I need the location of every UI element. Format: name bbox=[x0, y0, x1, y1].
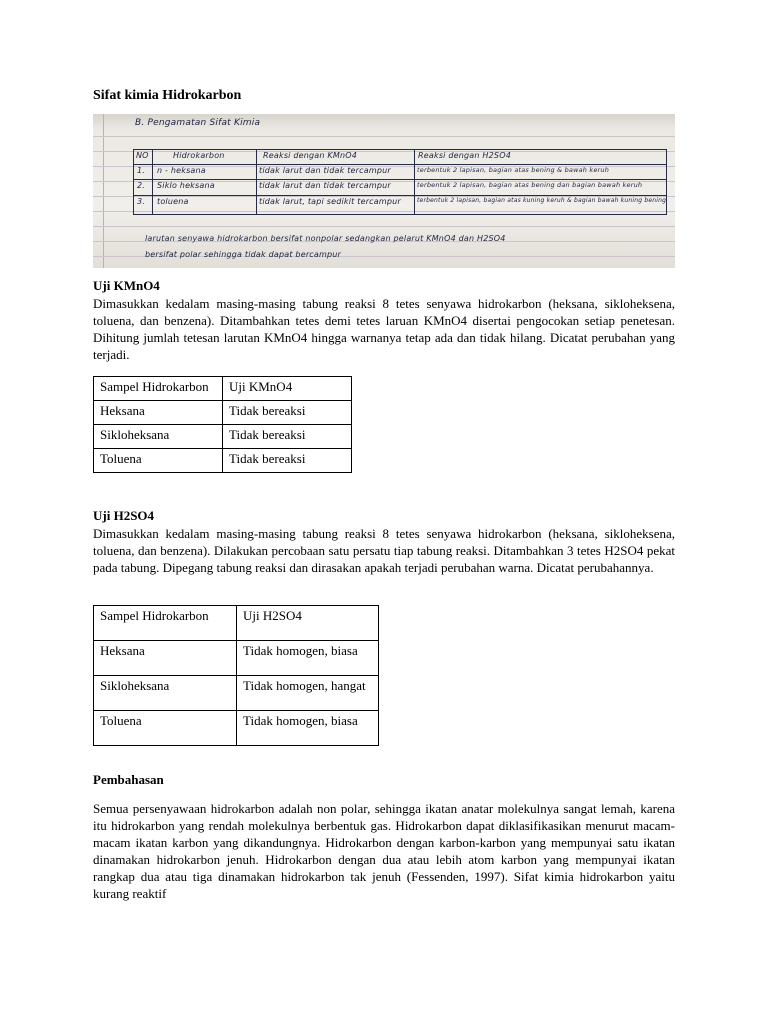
photo-col-hidrokarbon: Hidrokarbon bbox=[173, 151, 225, 160]
table-header-row: Sampel Hidrokarbon Uji KMnO4 bbox=[94, 377, 352, 401]
photo-heading: B. Pengamatan Sifat Kimia bbox=[135, 118, 261, 128]
h2so4-table bbox=[93, 605, 379, 746]
photo-col-kmno4: Reaksi dengan KMnO4 bbox=[263, 151, 358, 160]
photo-col-no: NO bbox=[136, 151, 149, 160]
photo-note-line2: bersifat polar sehingga tidak dapat bercampur bbox=[145, 250, 342, 259]
kmno4-table bbox=[93, 376, 352, 473]
h2so4-heading: Uji H2SO4 bbox=[93, 508, 155, 523]
kmno4-paragraph: Dimasukkan kedalam masing-masing tabung reaksi 8 tetes senyawa hidrokarbon (heksana, sikloheksena, toluena, dan benzena). Ditambahkan tetes demi tetes laruan KMnO4 disertai pengocokan setiap penetesan. Dihitung jumlah tetesan larutan KMnO4 hingga warnanya tetap ada dan tidak hilang. Dicatat perubahan yang terjadi. bbox=[93, 296, 675, 362]
pembahasan-paragraph: Semua persenyawaan hidrokarbon adalah non polar, sehingga ikatan anatar molekulnya sangat lemah, karena itu hidrokarbon yang rendah molekulnya berbentuk gas. Hidrokarbon dapat diklasifikasikan menurut macam-macam ikatan karbon yang dikandungnya. Hidrokarbon dengan karbon-karbon yang mempunyai satu ikatan dinamakan hidrokarbon jenuh. Hidrokarbon dengan dua atau lebih atom karbon yang mempunyai ikatan rangkap dua atau tiga dinamakan hidrokarbon tak jenuh (Fessenden, 1997). Sifat kimia hidrokarbon yaitu kurang reaktif bbox=[93, 801, 675, 901]
handwritten-notes-photo: B. Pengamatan Sifat Kimia NO Hidrokarbon Reaksi dengan KMnO4 Reaksi dengan H2SO4 1. n - heksana tidak larut dan tidak tercampur terbentuk 2 lapisan, bagian atas bening & bawah keruh 2. Siklo heksana tidak larut dan tidak tercampur terbentuk 2 lapisan, bagian atas bening dan bagian bawah keruh 3. toluena tidak larut, tapi sedikit tercampur terbentuk 2 lapisan, bagian atas kuning keruh & bagian bawah kuning bening larutan senyawa hidrokarbon bersifat nonpolar sedangkan pelarut KMnO4 dan H2SO4 bersifat polar sehingga tidak dapat bercampur bbox=[93, 114, 675, 268]
photo-note-line1: larutan senyawa hidrokarbon bersifat nonpolar sedangkan pelarut KMnO4 dan H2SO4 bbox=[145, 234, 506, 243]
h2so4-paragraph: Dimasukkan kedalam masing-masing tabung reaksi 8 tetes senyawa hidrokarbon (heksana, sikloheksena, toluena, dan benzena). Dilakukan percobaan satu persatu tiap tabung reaksi. Ditambahkan 3 tetes H2SO4 pekat pada tabung. Dipegang tabung reaksi dan dirasakan apakah terjadi perubahan warna. Dicatat perubahannya. bbox=[93, 526, 675, 575]
table-row: Heksana Tidak homogen, biasa bbox=[94, 641, 379, 676]
table-header-row: Sampel Hidrokarbon Uji H2SO4 bbox=[94, 606, 379, 641]
margin-line bbox=[103, 114, 104, 268]
table-row: Heksana Tidak bereaksi bbox=[94, 401, 352, 425]
table-row: Toluena Tidak bereaksi bbox=[94, 449, 352, 473]
table-row: Sikloheksana Tidak bereaksi bbox=[94, 425, 352, 449]
kmno4-heading: Uji KMnO4 bbox=[93, 278, 160, 293]
pembahasan-heading: Pembahasan bbox=[93, 772, 164, 787]
page-title: Sifat kimia Hidrokarbon bbox=[93, 88, 242, 103]
photo-col-h2so4: Reaksi dengan H2SO4 bbox=[418, 151, 511, 160]
table-row: Toluena Tidak homogen, biasa bbox=[94, 711, 379, 746]
table-row: Sikloheksana Tidak homogen, hangat bbox=[94, 676, 379, 711]
